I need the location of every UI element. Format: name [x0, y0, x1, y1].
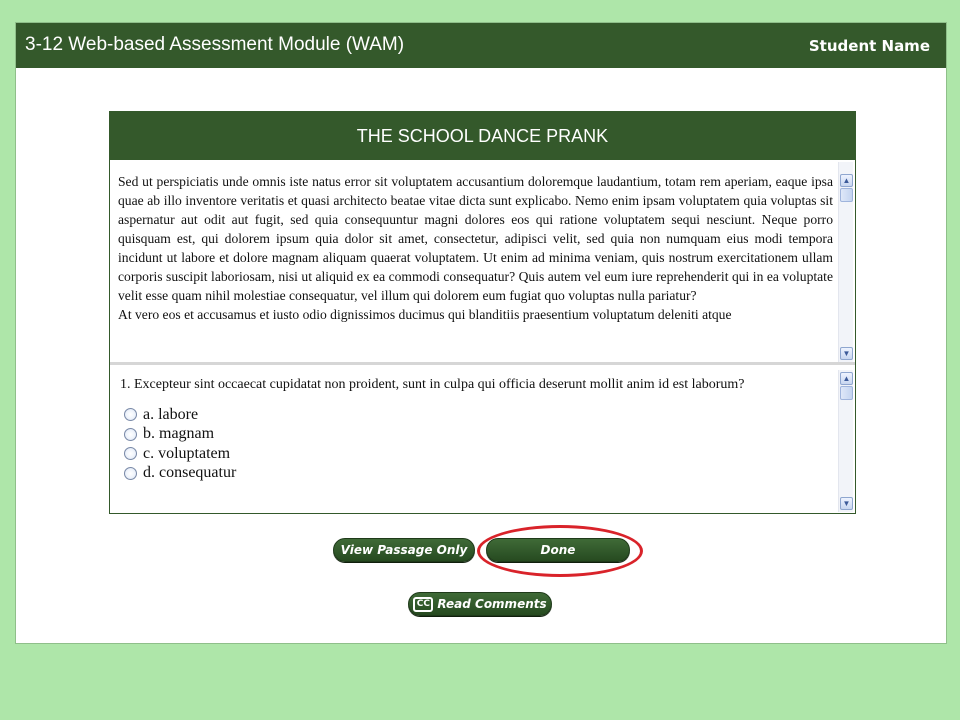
answer-label: a. labore [143, 405, 199, 423]
answer-option-d[interactable] [124, 464, 236, 484]
passage-body-continued: At vero eos et accusamus et iusto odio dignissimos ducimus qui blanditiis praesentium voluptatum deleniti atque [118, 307, 732, 322]
passage-scroll-thumb[interactable] [840, 188, 853, 202]
assessment-panel [109, 111, 856, 514]
scroll-down-icon[interactable]: ▼ [840, 347, 853, 360]
answer-label: b. magnam [143, 425, 215, 443]
done-button[interactable]: Done [486, 538, 630, 562]
passage-section[interactable] [110, 160, 855, 365]
closed-caption-icon: CC [413, 597, 433, 612]
question-scroll-thumb[interactable] [840, 386, 853, 400]
read-comments-label: Read Comments [437, 597, 547, 611]
answer-label: d. consequatur [143, 464, 237, 482]
view-passage-only-button[interactable]: View Passage Only [333, 538, 475, 562]
answer-option-c[interactable] [124, 444, 236, 464]
answer-label: c. voluptatem [143, 444, 231, 462]
read-comments-button[interactable] [408, 592, 552, 616]
scroll-up-icon[interactable]: ▲ [840, 372, 853, 385]
done-highlight-circle [477, 525, 643, 577]
app-header [16, 23, 946, 68]
answer-option-b[interactable] [124, 425, 236, 445]
question-text: 1. Excepteur sint occaecat cupidatat non proident, sunt in culpa qui officia deserunt mollit anim id est laborum? [120, 377, 745, 392]
scroll-up-icon[interactable]: ▲ [840, 174, 853, 187]
passage-text [118, 172, 833, 324]
answer-options [124, 405, 236, 483]
radio-button-icon[interactable] [124, 408, 137, 421]
passage-body: Sed ut perspiciatis unde omnis iste natus error sit voluptatem accusantium doloremque laudantium, totam rem aperiam, eaque ipsa quae ab illo inventore veritatis et quasi architecto beatae vitae dicta sunt explicabo. Nemo enim ipsam voluptatem quia voluptas sit aspernatur aut odit aut fugit, sed quia consequuntur magni dolores eos qui ratione voluptatem sequi nesciunt. Neque porro quisquam est, qui dolorem ipsum quia dolor sit amet, consectetur, adipisci velit, sed quia non numquam eius modi tempora incidunt ut labore et dolore magnam aliquam quaerat voluptatem. Ut enim ad minima veniam, quis nostrum exercitationem ullam corporis suscipit laboriosam, nisi ut aliquid ex ea commodi consequatur? Quis autem vel eum iure reprehenderit qui in ea voluptate velit esse quam nihil molestiae consequatur, vel illum qui dolorem eum fugiat quo voluptas nulla pariatur? [118, 174, 833, 303]
radio-button-icon[interactable] [124, 447, 137, 460]
radio-button-icon[interactable] [124, 467, 137, 480]
app-title: 3-12 Web-based Assessment Module (WAM) [25, 34, 405, 55]
passage-scrollbar[interactable] [838, 162, 853, 362]
question-section[interactable] [110, 368, 855, 514]
app-window [15, 22, 947, 644]
passage-title: THE SCHOOL DANCE PRANK [110, 112, 855, 160]
student-name: Student Name [808, 37, 930, 55]
radio-button-icon[interactable] [124, 428, 137, 441]
answer-option-a[interactable] [124, 405, 236, 425]
question-scrollbar[interactable] [838, 370, 853, 512]
scroll-down-icon[interactable]: ▼ [840, 497, 853, 510]
